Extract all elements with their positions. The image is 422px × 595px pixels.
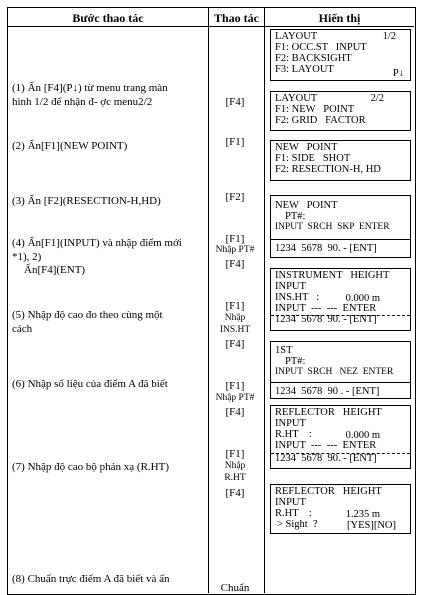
op-ins-ht: INS.HT <box>219 325 251 335</box>
op-f4: [F4] <box>225 406 245 418</box>
screen-line: R.HT : <box>275 429 312 440</box>
screen-page-indicator: 1/2 <box>382 31 396 42</box>
op-f1: [F1] <box>225 380 245 392</box>
screen-line: F3: LAYOUT <box>275 64 334 75</box>
screen-title: 1ST <box>275 345 293 356</box>
step-5-line: (5) Nhập độ cao đo theo cùng một <box>12 309 163 321</box>
screen-line: R.HT : <box>275 508 312 519</box>
screen-title: LAYOUT <box>275 31 318 42</box>
step-4-line: *1), 2) <box>12 250 42 263</box>
screen-value: 1.235 m <box>345 509 380 520</box>
screen-reflector-height-confirm <box>270 484 411 534</box>
screen-keypad-line: 1234 5678 90. - [ENT] <box>275 453 377 464</box>
screen-title: REFLECTOR HEIGHT <box>275 407 382 418</box>
header-display: Hiển thị <box>318 11 361 25</box>
screen-divider <box>271 382 410 383</box>
step-3: (3) Ấn [F2](RESECTION-H,HD) <box>12 195 161 207</box>
screen-line: PT#: <box>285 211 306 222</box>
op-r-ht: R.HT <box>224 473 246 483</box>
op-sight: Chuẩn <box>220 582 250 594</box>
screen-title: NEW POINT <box>275 142 338 153</box>
screen-line: INPUT <box>275 418 306 429</box>
screen-keypad-line: 1234 5678 90 . - [ENT] <box>275 386 380 397</box>
step-7: (7) Nhập độ cao bộ phản xạ (R.HT) <box>12 461 170 473</box>
screen-line: F2: GRID FACTOR <box>275 115 366 126</box>
column-divider <box>264 8 265 593</box>
screen-line: F2: BACKSIGHT <box>275 53 352 64</box>
screen-line: F2: RESECTION-H, HD <box>275 164 381 175</box>
op-f4: [F4] <box>225 487 245 499</box>
screen-softkeys: INPUT --- --- ENTER <box>275 303 377 314</box>
op-f1: [F1] <box>225 300 245 312</box>
op-f4: [F4] <box>225 258 245 270</box>
screen-reflector-height-input <box>270 405 411 469</box>
screen-new-point-input <box>270 195 411 258</box>
screen-choice: [YES][NO] <box>347 520 396 531</box>
screen-line: INPUT <box>275 497 306 508</box>
screen-instrument-height <box>270 268 411 331</box>
screen-layout-page-1 <box>270 29 411 81</box>
op-input-point: Nhập PT# <box>215 245 255 255</box>
step-5 <box>12 309 205 336</box>
step-6: (6) Nhập số liệu của điểm A đã biết <box>12 378 168 390</box>
screen-line: F1: OCC.ST INPUT <box>275 42 367 53</box>
step-8: (8) Chuẩn trực điểm A đã biết và ấn <box>12 573 170 585</box>
step-4-line: Ấn[F4](ENT) <box>24 264 86 276</box>
step-1-line: (1) Ấn [F4](P↓) từ menu trang màn <box>12 82 168 94</box>
step-4 <box>12 237 205 278</box>
screen-title: NEW POINT <box>275 200 338 211</box>
screen-softkeys: INPUT SRCH SKP ENTER <box>275 222 390 232</box>
screen-line: INPUT <box>275 281 306 292</box>
op-input: Nhập <box>224 461 246 471</box>
op-input: Nhập <box>224 313 246 323</box>
screen-softkeys: INPUT SRCH NEZ ENTER <box>275 367 394 377</box>
screen-value: 0.000 m <box>345 293 380 304</box>
step-2: (2) Ấn[F1](NEW POINT) <box>12 140 128 152</box>
op-f1: [F1] <box>225 136 245 148</box>
screen-line: F1: NEW POINT <box>275 104 355 115</box>
op-f4: [F4] <box>225 96 245 108</box>
step-1 <box>12 82 205 109</box>
page-down-label: P↓ <box>392 68 404 79</box>
screen-divider <box>271 453 410 454</box>
step-4-line: (4) Ấn[F1](INPUT) và nhập điểm mới <box>12 237 182 249</box>
screen-line: PT#: <box>285 356 306 367</box>
header-operation: Thao tác <box>214 11 259 25</box>
op-f1: [F1] <box>225 233 245 245</box>
screen-layout-page-2 <box>270 91 411 131</box>
step-5-line: cách <box>12 322 33 335</box>
screen-value: 0.000 m <box>345 430 380 441</box>
screen-page-indicator: 2/2 <box>370 93 384 104</box>
header-step: Bước thao tác <box>72 11 144 25</box>
op-f1: [F1] <box>225 448 245 460</box>
screen-title: REFLECTOR HEIGHT <box>275 486 382 497</box>
op-f2: [F2] <box>225 191 245 203</box>
op-f4: [F4] <box>225 338 245 350</box>
screen-title: INSTRUMENT HEIGHT <box>275 270 390 281</box>
screen-keypad-line: 1234 5678 90. - [ENT] <box>275 243 377 254</box>
screen-divider <box>271 315 410 316</box>
screen-softkeys: INPUT --- --- ENTER <box>275 440 377 451</box>
screen-first-point <box>270 341 411 399</box>
screen-line: INS.HT : <box>275 292 320 303</box>
screen-line: F1: SIDE SHOT <box>275 153 351 164</box>
screen-title: LAYOUT <box>275 93 318 104</box>
screen-divider <box>271 239 410 240</box>
header-divider <box>8 26 414 27</box>
step-1-line: hình 1/2 để nhận đ- ợc menu2/2 <box>12 95 153 108</box>
screen-new-point-menu <box>270 140 411 181</box>
screen-keypad-line: 1234 5678 90. - [ENT] <box>275 314 377 325</box>
op-input-point: Nhập PT# <box>215 393 255 403</box>
screen-line: > Sight ? <box>277 519 318 530</box>
